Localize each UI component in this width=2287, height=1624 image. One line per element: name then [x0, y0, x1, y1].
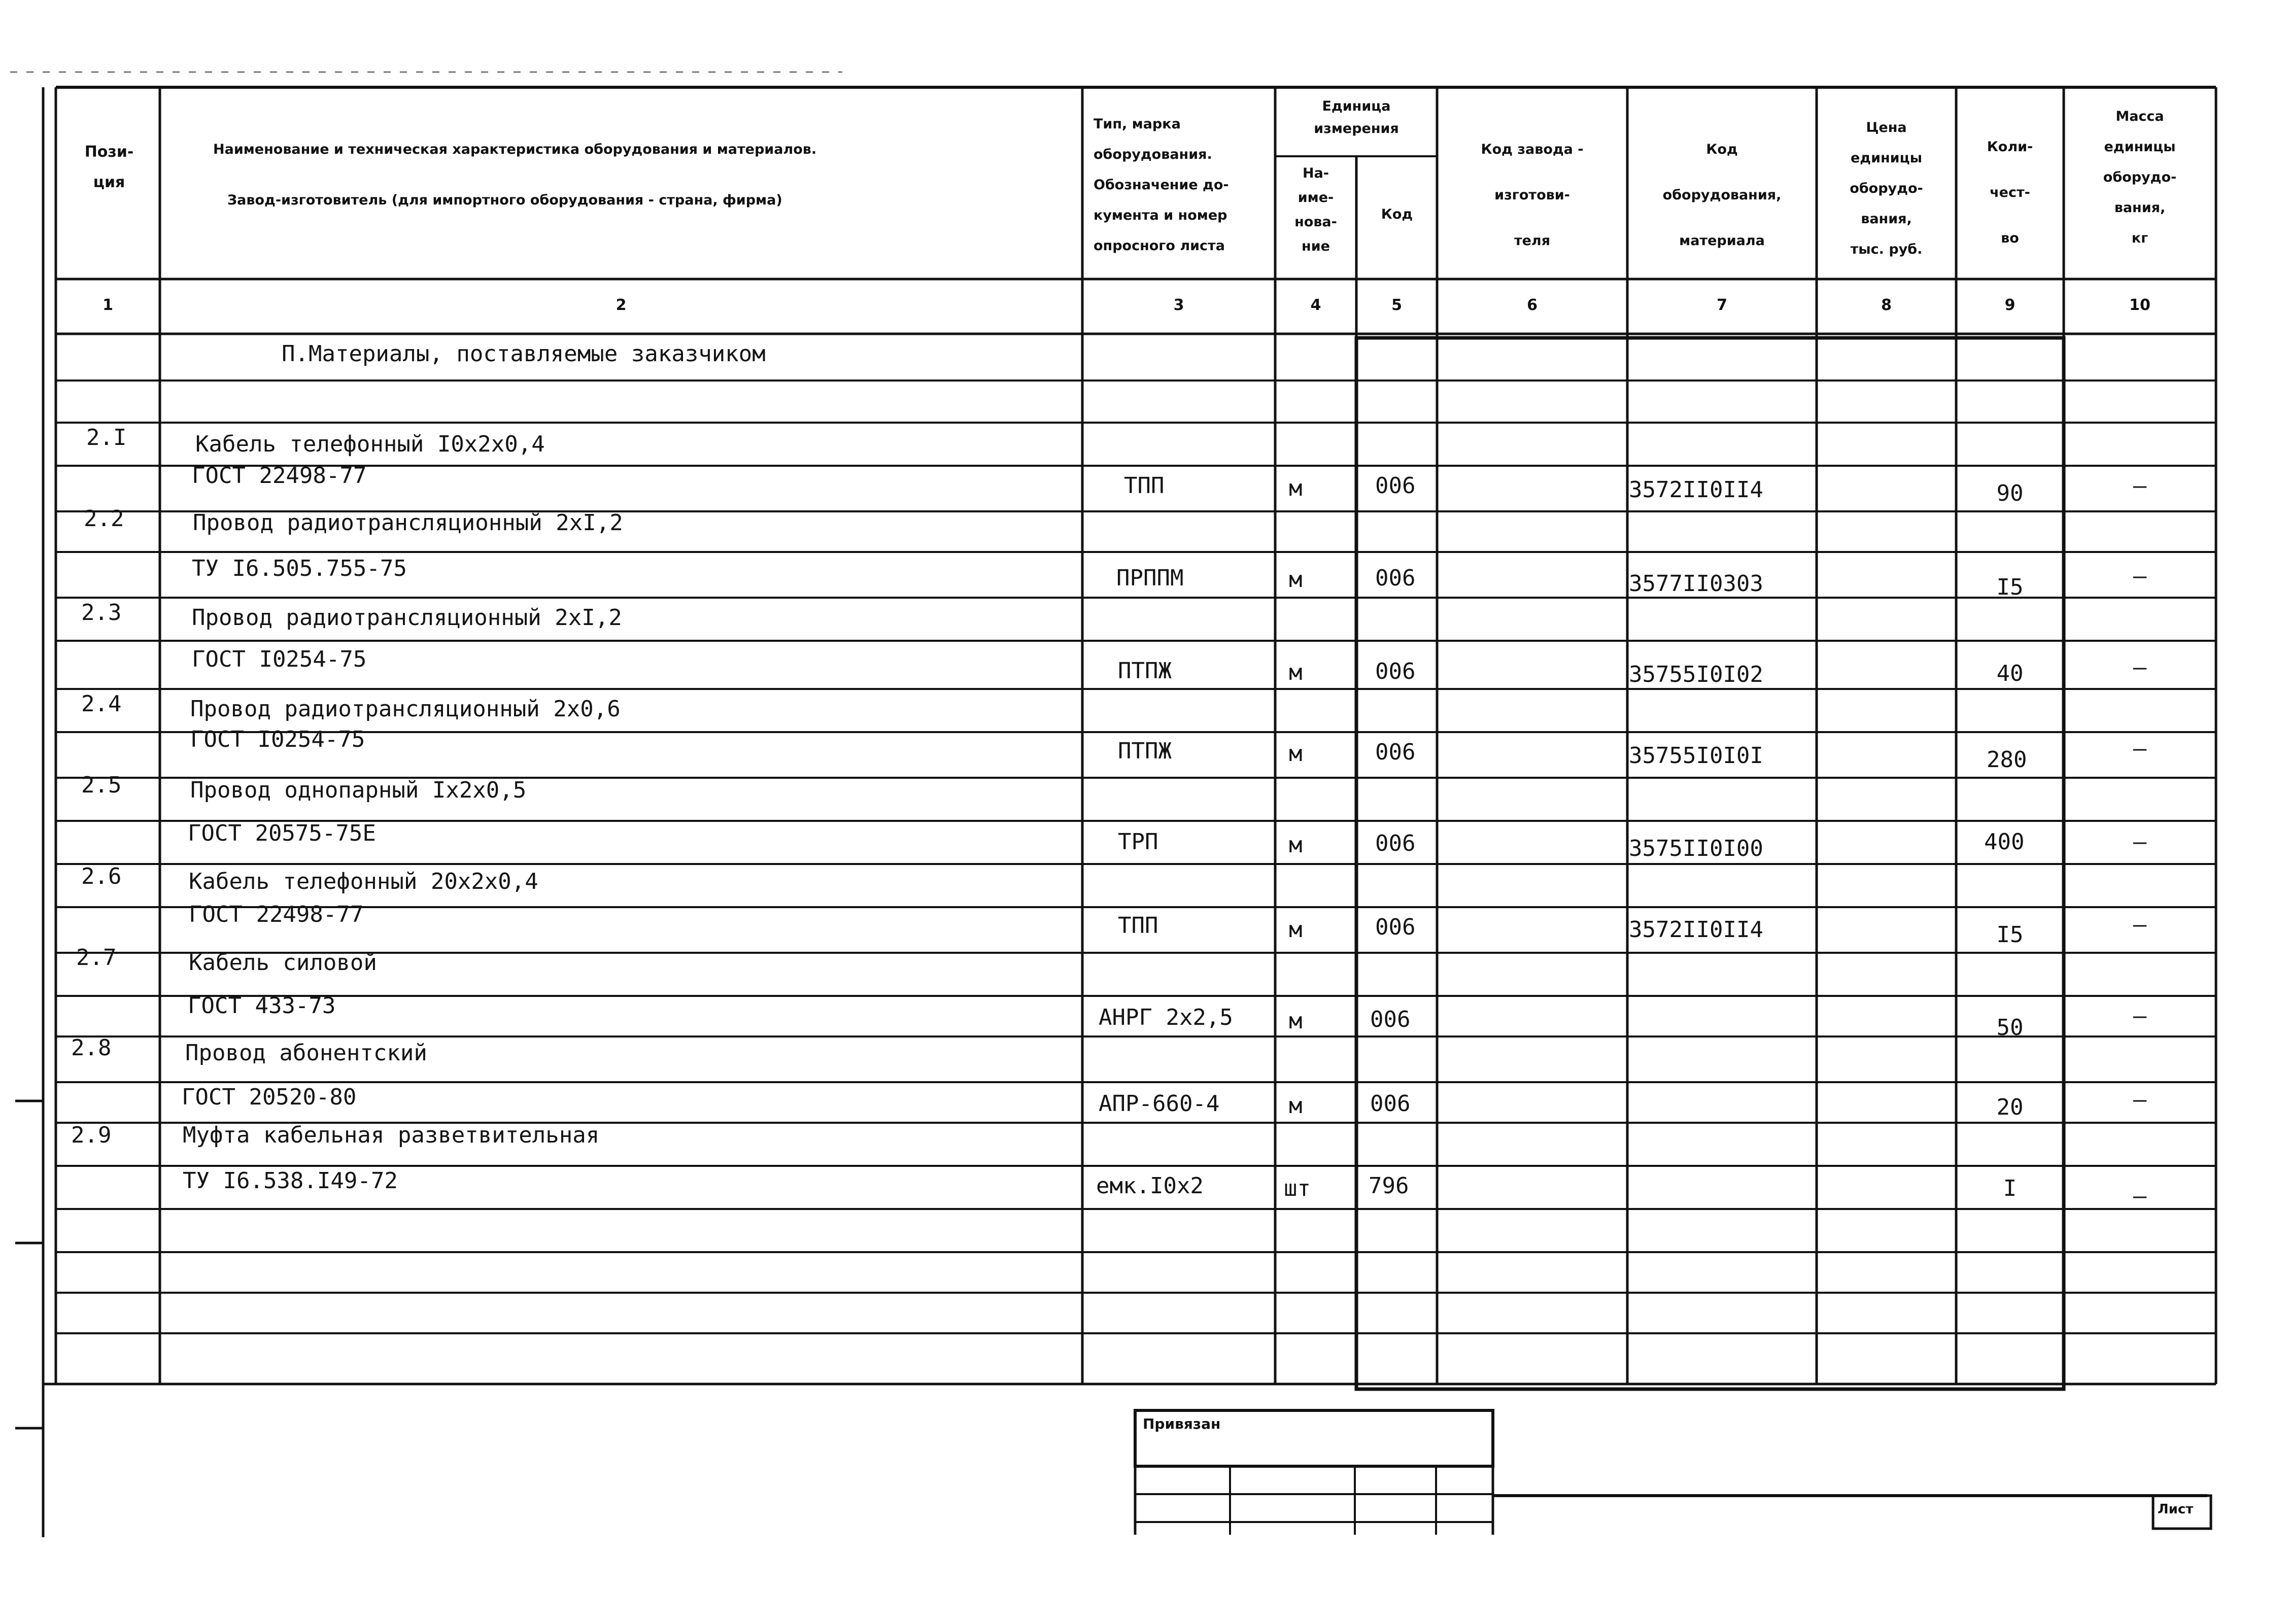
item-code: 006	[1370, 1091, 1411, 1117]
item-mass: –	[2133, 736, 2147, 762]
column-number: 2	[616, 296, 627, 314]
item-code: 006	[1375, 473, 1416, 499]
item-doc: ГОСТ 20575-75Е	[188, 820, 376, 846]
item-unit: шт	[1284, 1176, 1311, 1201]
item-unit: м	[1289, 660, 1303, 685]
item-material-code: 3572II0II4	[1629, 917, 1763, 943]
header-unit-name: На- име- нова- ние	[1294, 165, 1337, 254]
item-position: 2.6	[81, 863, 122, 889]
item-quantity: 50	[1996, 1015, 2024, 1041]
header-unit-code: Код	[1381, 206, 1413, 222]
item-doc: ГОСТ 22498-77	[192, 463, 367, 489]
header-equipment-code: Код оборудования, материала	[1662, 142, 1782, 249]
item-name: Кабель телефонный I0x2x0,4	[195, 431, 545, 457]
item-doc: ГОСТ 433-73	[188, 993, 336, 1019]
item-position: 2.I	[86, 425, 127, 451]
header-quantity: Коли- чест- во	[1987, 139, 2033, 246]
item-quantity: I5	[1996, 922, 2024, 948]
item-unit: м	[1289, 1093, 1303, 1119]
item-name: Муфта кабельная разветвительная	[183, 1122, 600, 1148]
item-type: АПР-660-4	[1099, 1091, 1220, 1117]
item-mass: –	[2133, 654, 2147, 680]
item-material-code: 35755I0I0I	[1629, 743, 1763, 769]
item-mass: –	[2133, 1183, 2147, 1209]
item-type: ПТПЖ	[1118, 738, 1172, 764]
item-unit: м	[1289, 832, 1303, 858]
item-quantity: 40	[1996, 661, 2024, 686]
item-type: ТПП	[1118, 913, 1158, 939]
item-name: Кабель силовой	[189, 950, 377, 976]
column-number: 5	[1391, 296, 1402, 314]
column-number: 7	[1717, 296, 1727, 314]
column-number: 6	[1527, 296, 1538, 314]
item-unit: м	[1289, 475, 1303, 501]
item-type: емк.I0x2	[1096, 1173, 1204, 1199]
item-unit: м	[1289, 917, 1303, 943]
item-material-code: 3572II0II4	[1629, 477, 1763, 503]
section-title: П.Материалы, поставляемые заказчиком	[282, 341, 766, 367]
item-code: 796	[1369, 1173, 1409, 1199]
item-name: Провод радиотрансляционный 2xI,2	[192, 605, 622, 631]
item-type: ПРППМ	[1116, 565, 1184, 591]
item-doc: ТУ I6.505.755-75	[192, 556, 407, 581]
item-type: ПТПЖ	[1118, 658, 1172, 684]
item-position: 2.9	[71, 1122, 112, 1148]
column-number: 3	[1173, 296, 1184, 314]
item-mass: –	[2133, 1003, 2147, 1029]
column-number: 10	[2129, 296, 2151, 314]
header-position: Пози- ция	[84, 143, 134, 191]
item-mass: –	[2133, 473, 2147, 499]
header-unit-mass: Масса единицы оборудо- вания, кг	[2103, 109, 2177, 246]
item-doc: ГОСТ 22498-77	[189, 902, 364, 927]
item-unit: м	[1289, 567, 1303, 593]
item-quantity: 90	[1996, 480, 2024, 506]
item-quantity: I	[2003, 1176, 2017, 1201]
column-number: 9	[2004, 296, 2016, 314]
item-code: 006	[1375, 565, 1416, 591]
item-code: 006	[1375, 831, 1416, 856]
item-mass: –	[2133, 912, 2147, 938]
item-position: 2.3	[81, 600, 122, 626]
item-position: 2.4	[81, 691, 122, 717]
item-doc: ГОСТ I0254-75	[192, 646, 367, 672]
item-quantity: 20	[1996, 1094, 2024, 1120]
item-mass: –	[2133, 829, 2147, 855]
item-position: 2.2	[84, 506, 124, 532]
item-unit: м	[1289, 741, 1303, 767]
item-name: Провод абонентский	[185, 1040, 427, 1066]
item-code: 006	[1370, 1007, 1411, 1032]
item-doc: ГОСТ I0254-75	[190, 727, 365, 752]
item-material-code: 3575II0I00	[1629, 836, 1763, 861]
header-type-mark: Тип, марка оборудования. Обозначение до- кумента и номер опросного листа	[1094, 116, 1229, 254]
sheet-label: Лист	[2158, 1502, 2194, 1517]
column-number: 4	[1310, 296, 1321, 314]
item-name: Провод радиотрансляционный 2xI,2	[193, 510, 623, 536]
item-position: 2.5	[81, 772, 122, 798]
item-quantity: 280	[1987, 747, 2027, 773]
item-doc: ТУ I6.538.I49-72	[183, 1168, 398, 1194]
header-name-line1: Наименование и техническая характеристика оборудования и материалов.	[213, 142, 817, 157]
header-name-line2: Завод-изготовитель (для импортного оборудования - страна, фирма)	[227, 192, 782, 208]
item-name: Кабель телефонный 20x2x0,4	[189, 869, 538, 894]
header-factory-code: Код завода - изготови- теля	[1481, 142, 1584, 249]
header-unit-group: Единица измерения	[1314, 98, 1399, 136]
item-position: 2.8	[71, 1035, 112, 1061]
item-type: АНРГ 2x2,5	[1099, 1005, 1233, 1030]
item-type: ТРП	[1118, 829, 1158, 855]
header-unit-price: Цена единицы оборудо- вания, тыс. руб.	[1850, 120, 1923, 257]
item-code: 006	[1375, 659, 1416, 684]
column-number: 1	[103, 296, 113, 314]
column-number: 8	[1881, 296, 1892, 314]
item-code: 006	[1375, 739, 1416, 765]
item-mass: –	[2133, 563, 2147, 589]
stamp-title: Привязан	[1143, 1415, 1221, 1432]
item-quantity: 400	[1984, 829, 2025, 855]
item-material-code: 35755I0I02	[1629, 662, 1763, 687]
item-quantity: I5	[1996, 574, 2024, 600]
item-mass: –	[2133, 1087, 2147, 1113]
item-type: ТПП	[1124, 473, 1165, 499]
item-name: Провод радиотрансляционный 2x0,6	[190, 696, 621, 722]
item-unit: м	[1289, 1008, 1303, 1034]
item-doc: ГОСТ 20520-80	[182, 1084, 357, 1110]
item-code: 006	[1375, 914, 1416, 940]
item-material-code: 3577II0303	[1629, 571, 1763, 597]
item-position: 2.7	[76, 945, 117, 971]
item-name: Провод однопарный Ix2x0,5	[190, 777, 527, 803]
